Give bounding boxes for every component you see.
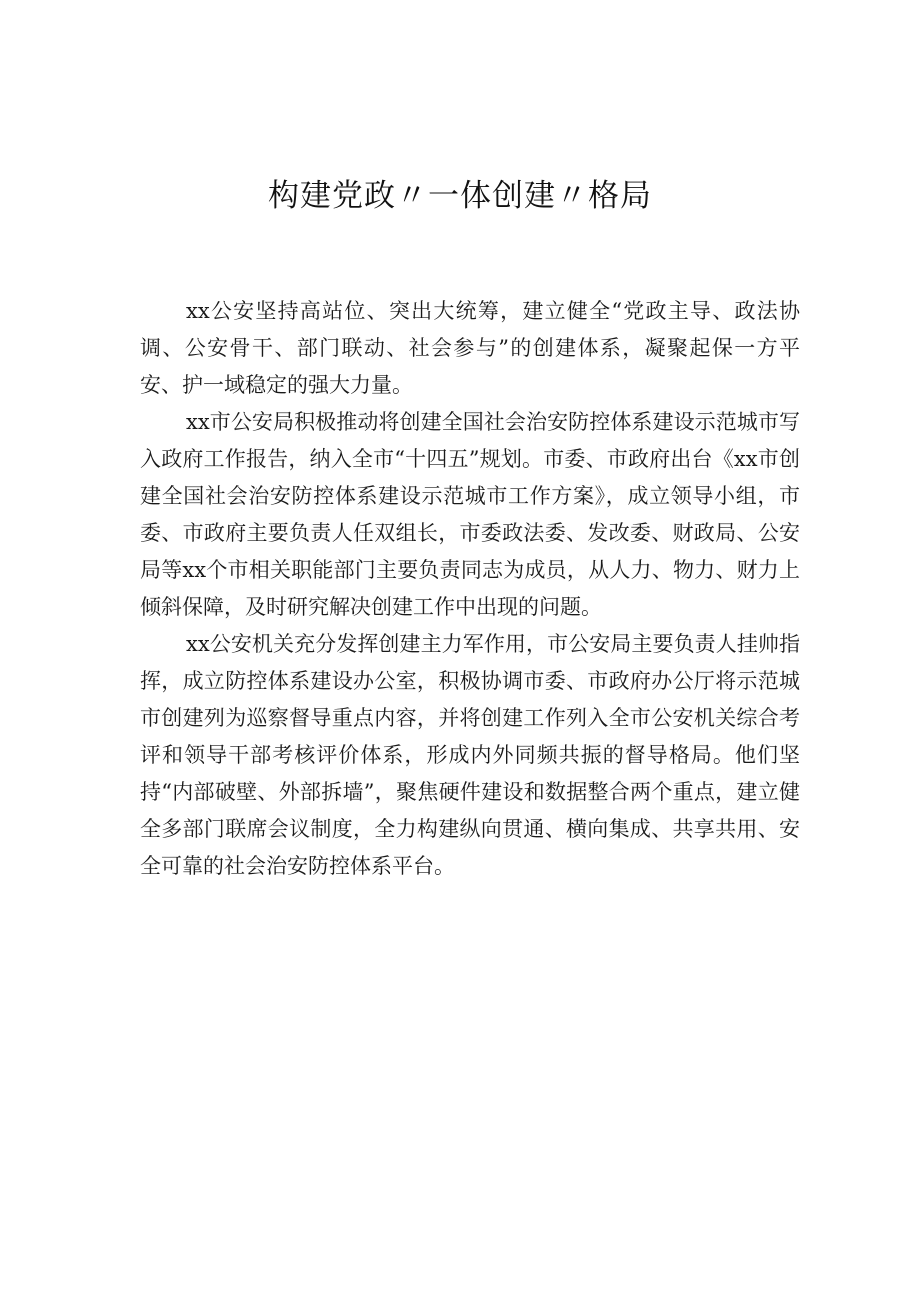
document-title: 构建党政〃一体创建〃格局: [268, 178, 652, 214]
paragraph-3: xx公安机关充分发挥创建主力军作用，市公安局主要负责人挂帅指挥，成立防控体系建设办公室，积极协调市委、市政府办公厅将示范城市创建列为巡察督导重点内容，并将创建工作列入全市公安机关综合考评和领导干部考核评价体系，形成内外同频共振的督导格局。他们坚持“内部破壁、外部拆墙”，聚焦硬件建设和数据整合两个重点，建立健全多部门联席会议制度，全力构建纵向贯通、横向集成、共享共用、安全可靠的社会治安防控体系平台。: [140, 632, 800, 878]
paragraph-1: xx公安坚持高站位、突出大统筹，建立健全“党政主导、政法协调、公安骨干、部门联动、社会参与”的创建体系，凝聚起保一方平安、护一域稳定的强大力量。: [140, 299, 800, 397]
paragraph-2: xx市公安局积极推动将创建全国社会治安防控体系建设示范城市写入政府工作报告，纳入全市“十四五”规划。市委、市政府出台《xx市创建全国社会治安防控体系建设示范城市工作方案》，成立领导小组，市委、市政府主要负责人任双组长，市委政法委、发改委、财政局、公安局等xx个市相关职能部门主要负责同志为成员，从人力、物力、财力上倾斜保障，及时研究解决创建工作中出现的问题。: [140, 410, 800, 619]
document-body: [140, 293, 800, 885]
